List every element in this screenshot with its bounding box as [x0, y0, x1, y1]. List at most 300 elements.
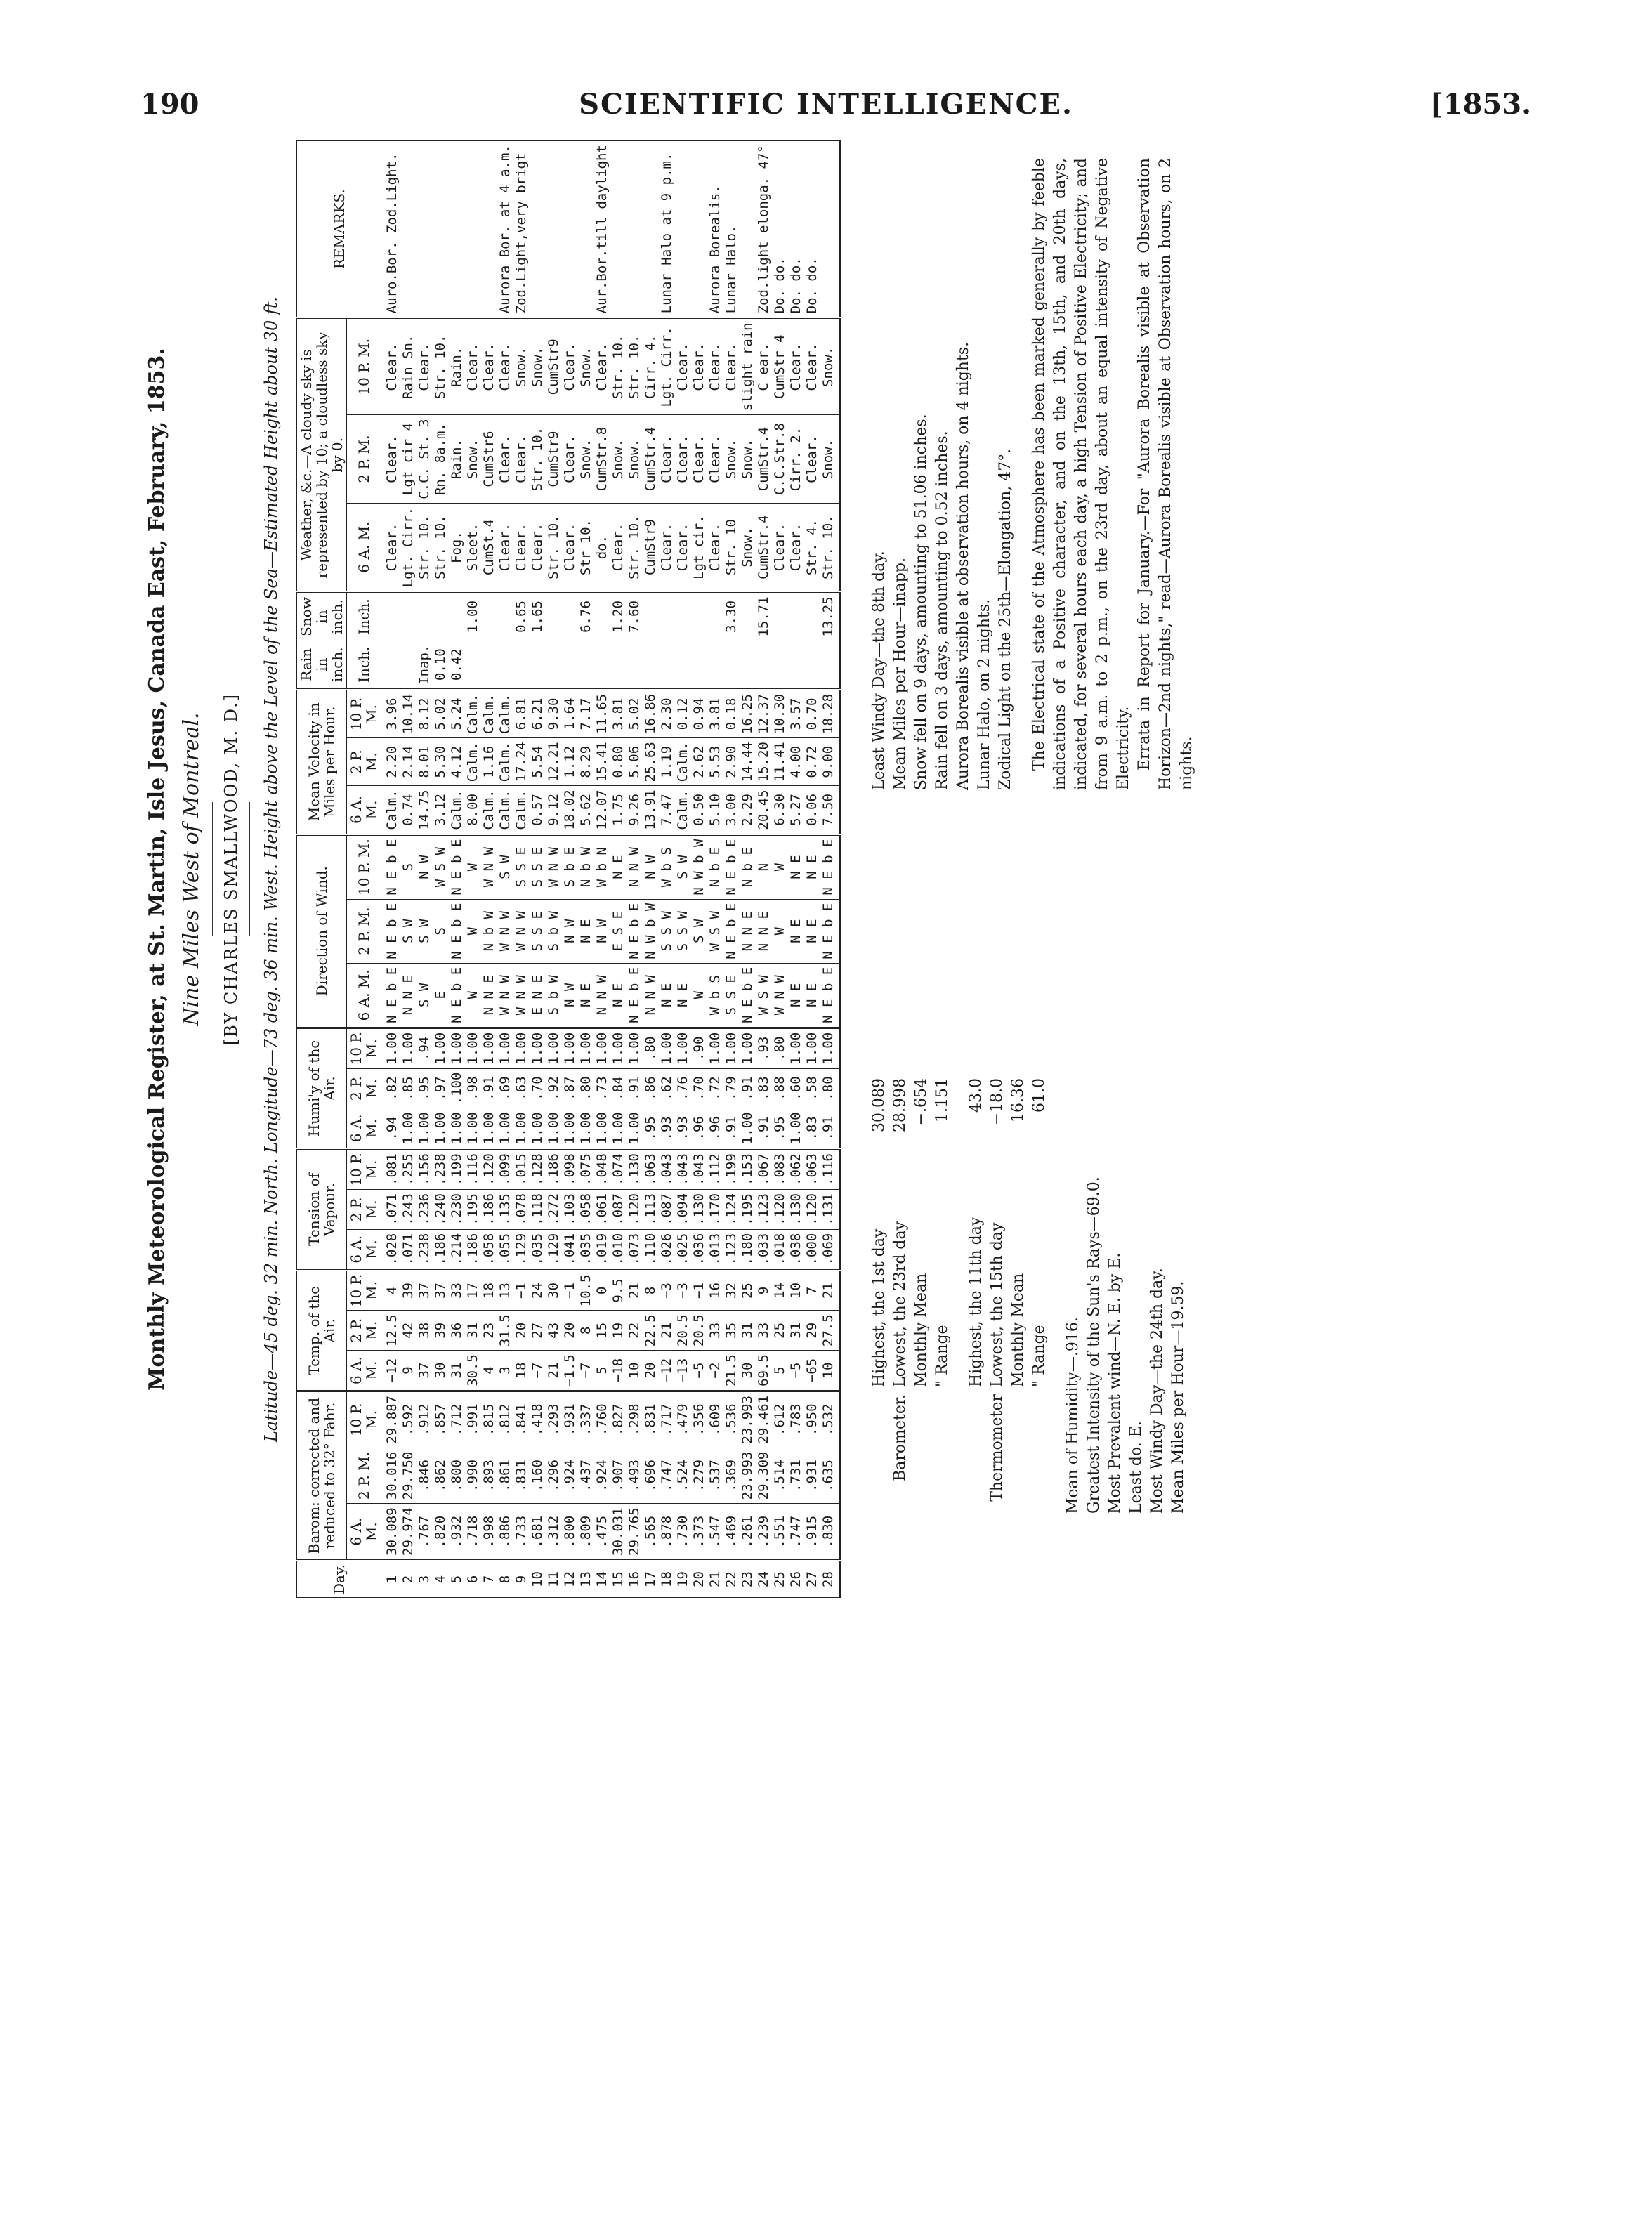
cell-snow: 15.71: [756, 592, 772, 641]
cell-weather-6am: Sleet.: [465, 503, 481, 592]
cell-temp-10pm: 13: [497, 1270, 513, 1311]
cell-velocity-6am: 3.00: [723, 786, 740, 834]
cell-weather-10pm: Cirr. 4.: [643, 318, 659, 415]
cell-snow: [675, 592, 691, 641]
cell-snow: [417, 592, 433, 641]
cell-wind-10pm: N W b W: [691, 834, 707, 899]
cell-barom-6am: 29.765: [627, 1504, 643, 1561]
subheader-weather-pm10: 10 P. M.: [347, 318, 381, 415]
page-year: [1853.: [1429, 88, 1531, 121]
cell-vapour-6am: .013: [707, 1229, 723, 1270]
cell-vapour-2pm: .094: [675, 1189, 691, 1229]
cell-vapour-2pm: .071: [381, 1189, 401, 1229]
thermometer-summary: [966, 881, 1050, 1514]
cell-day: 22: [723, 1561, 740, 1598]
cell-weather-2pm: Snow.: [610, 415, 627, 504]
cell-temp-6am: 21: [546, 1351, 562, 1391]
cell-barom-2pm: .862: [433, 1448, 449, 1504]
cell-vapour-10pm: .048: [594, 1149, 610, 1190]
barometer-label: Barometer.: [891, 1394, 909, 1481]
subheader-pm10: 10 P. M.: [347, 1028, 381, 1068]
cell-day: 15: [610, 1561, 627, 1598]
cell-weather-6am: CumStr.4: [756, 503, 772, 592]
cell-temp-10pm: 39: [400, 1270, 417, 1311]
cell-velocity-6am: 3.12: [433, 786, 449, 834]
barometer-stat-value: 28.998: [891, 1078, 909, 1132]
cell-humidity-10pm: 1.00: [659, 1028, 675, 1068]
cell-velocity-6am: 20.45: [756, 786, 772, 834]
cell-day: 8: [497, 1561, 513, 1598]
cell-temp-10pm: 18: [481, 1270, 497, 1311]
cell-vapour-2pm: .103: [562, 1189, 578, 1229]
subheader-rain-inch: Inch.: [347, 641, 381, 689]
cell-temp-6am: −2: [707, 1351, 723, 1391]
cell-humidity-10pm: 1.00: [804, 1028, 820, 1068]
cell-barom-2pm: .635: [820, 1448, 840, 1504]
cell-barom-6am: 29.974: [400, 1504, 417, 1561]
cell-humidity-10pm: 1.00: [562, 1028, 578, 1068]
cell-temp-2pm: 22: [627, 1311, 643, 1351]
cell-humidity-2pm: .85: [400, 1068, 417, 1108]
cell-humidity-10pm: .90: [691, 1028, 707, 1068]
cell-vapour-10pm: .062: [788, 1149, 804, 1190]
cell-rain: [707, 641, 723, 689]
cell-wind-6am: N E b E: [820, 963, 840, 1028]
cell-vapour-6am: .018: [772, 1229, 788, 1270]
cell-vapour-10pm: .120: [481, 1149, 497, 1190]
cell-humidity-2pm: .69: [497, 1068, 513, 1108]
cell-humidity-6am: 1.00: [417, 1108, 433, 1149]
cell-humidity-6am: 1.00: [578, 1108, 594, 1149]
subheader-snow-inch: Inch.: [347, 592, 381, 641]
cell-vapour-6am: .019: [594, 1229, 610, 1270]
cell-day: 16: [627, 1561, 643, 1598]
barometer-row: [869, 881, 890, 1514]
cell-temp-2pm: 33: [707, 1311, 723, 1351]
cell-temp-6am: 37: [417, 1351, 433, 1391]
cell-weather-10pm: Snow.: [820, 318, 840, 415]
cell-barom-6am: .830: [820, 1504, 840, 1561]
table-row: [772, 141, 788, 1598]
cell-velocity-2pm: 5.54: [530, 738, 546, 786]
cell-rain: [788, 641, 804, 689]
cell-velocity-6am: 12.07: [594, 786, 610, 834]
cell-vapour-2pm: .243: [400, 1189, 417, 1229]
cell-weather-6am: Str. 10.: [433, 503, 449, 592]
cell-temp-6am: 10: [820, 1351, 840, 1391]
cell-temp-10pm: 32: [723, 1270, 740, 1311]
cell-vapour-10pm: .130: [627, 1149, 643, 1190]
cell-barom-6am: .312: [546, 1504, 562, 1561]
table-row: [627, 141, 643, 1598]
cell-velocity-2pm: 15.41: [594, 738, 610, 786]
cell-temp-2pm: 19: [610, 1311, 627, 1351]
cell-vapour-2pm: .120: [804, 1189, 820, 1229]
cell-vapour-2pm: .195: [740, 1189, 756, 1229]
cell-weather-2pm: Clear.: [562, 415, 578, 504]
cell-weather-6am: Clear.: [772, 503, 788, 592]
cell-barom-10pm: .612: [772, 1391, 788, 1448]
cell-humidity-6am: 1.00: [610, 1108, 627, 1149]
cell-barom-10pm: .815: [481, 1391, 497, 1448]
barometer-stat-name: Monthly Mean: [912, 1273, 930, 1387]
cell-wind-2pm: N E b E: [381, 899, 401, 963]
cell-weather-6am: Clear.: [675, 503, 691, 592]
cell-velocity-10pm: 3.57: [788, 689, 804, 737]
cell-vapour-6am: .129: [513, 1229, 530, 1270]
cell-weather-10pm: Clear.: [481, 318, 497, 415]
cell-humidity-2pm: .84: [610, 1068, 627, 1108]
cell-snow: 3.30: [723, 592, 740, 641]
cell-day: 21: [707, 1561, 723, 1598]
cell-barom-6am: .239: [756, 1504, 772, 1561]
cell-velocity-6am: 5.10: [707, 786, 723, 834]
barometer-row: [890, 881, 911, 1514]
thermometer-stat-value: −18.0: [988, 1078, 1006, 1126]
cell-vapour-10pm: .043: [691, 1149, 707, 1190]
cell-weather-6am: Clear.: [381, 503, 401, 592]
cell-barom-2pm: .931: [804, 1448, 820, 1504]
cell-barom-10pm: .991: [465, 1391, 481, 1448]
cell-velocity-6am: 0.74: [400, 786, 417, 834]
cell-humidity-2pm: .86: [643, 1068, 659, 1108]
cell-wind-2pm: N N E: [756, 899, 772, 963]
subheader-pm2: 2 P. M.: [347, 1068, 381, 1108]
cell-temp-10pm: 17: [465, 1270, 481, 1311]
cell-barom-6am: .747: [788, 1504, 804, 1561]
cell-temp-6am: 69.5: [756, 1351, 772, 1391]
cell-humidity-10pm: 1.00: [788, 1028, 804, 1068]
table-row: [381, 141, 401, 1598]
cell-temp-10pm: 10.5: [578, 1270, 594, 1311]
cell-humidity-2pm: .80: [820, 1068, 840, 1108]
cell-vapour-6am: .035: [578, 1229, 594, 1270]
cell-weather-2pm: Clear.: [659, 415, 675, 504]
cell-snow: 0.65: [513, 592, 530, 641]
cell-weather-10pm: Clear.: [707, 318, 723, 415]
cell-temp-6am: 4: [481, 1351, 497, 1391]
cell-snow: [433, 592, 449, 641]
cell-barom-2pm: 30.016: [381, 1448, 401, 1504]
thermometer-label: [966, 1387, 987, 1514]
cell-day: 7: [481, 1561, 497, 1598]
cell-wind-6am: N E b E: [627, 963, 643, 1028]
cell-weather-2pm: Str. 10.: [530, 415, 546, 504]
cell-barom-10pm: .356: [691, 1391, 707, 1448]
cell-humidity-2pm: .87: [562, 1068, 578, 1108]
cell-wind-2pm: S S E: [530, 899, 546, 963]
table-body: [381, 141, 841, 1598]
cell-humidity-10pm: 1.00: [400, 1028, 417, 1068]
table-row: [594, 141, 610, 1598]
cell-temp-2pm: 20: [513, 1311, 530, 1351]
cell-day: 19: [675, 1561, 691, 1598]
cell-vapour-10pm: .015: [513, 1149, 530, 1190]
cell-temp-10pm: 4: [381, 1270, 401, 1311]
cell-velocity-6am: 7.50: [820, 786, 840, 834]
cell-day: 27: [804, 1561, 820, 1598]
cell-weather-2pm: CumStr.8: [594, 415, 610, 504]
cell-velocity-2pm: 2.62: [691, 738, 707, 786]
cell-temp-10pm: −1: [691, 1270, 707, 1311]
cell-wind-2pm: W S W: [707, 899, 723, 963]
barometer-stat-name: Highest, the 1st day: [870, 1228, 888, 1387]
summary-note: Aurora Borealis visible at observation hours, on 4 nights.: [955, 341, 972, 790]
cell-velocity-10pm: 5.24: [449, 689, 465, 737]
thermometer-stat-value: 43.0: [967, 1078, 985, 1113]
cell-vapour-10pm: .083: [772, 1149, 788, 1190]
cell-barom-6am: .878: [659, 1504, 675, 1561]
cell-velocity-2pm: 17.24: [513, 738, 530, 786]
cell-temp-6am: 21.5: [723, 1351, 740, 1391]
cell-humidity-2pm: .98: [465, 1068, 481, 1108]
cell-barom-6am: .565: [643, 1504, 659, 1561]
cell-velocity-2pm: 14.44: [740, 738, 756, 786]
register-location: Latitude—45 deg. 32 min. North. Longitude—73 deg. 36 min. West. Height above the Level of the Sea—Estimated Height about 30 ft.: [261, 296, 281, 1443]
cell-weather-6am: Clear.: [659, 503, 675, 592]
cell-velocity-2pm: 4.00: [788, 738, 804, 786]
cell-remarks: Do. do.: [804, 141, 820, 318]
cell-day: 24: [756, 1561, 772, 1598]
cell-rain: [465, 641, 481, 689]
cell-weather-10pm: Clear.: [381, 318, 401, 415]
cell-humidity-2pm: .95: [417, 1068, 433, 1108]
cell-velocity-10pm: 6.21: [530, 689, 546, 737]
summary-note: Greatest Intensity of the Sun's Rays—69.0.: [1085, 1176, 1103, 1514]
cell-temp-10pm: 0: [594, 1270, 610, 1311]
cell-humidity-10pm: 1.00: [578, 1028, 594, 1068]
cell-wind-2pm: S W: [400, 899, 417, 963]
cell-wind-10pm: N b E: [707, 834, 723, 899]
summary-note: Most Prevalent wind—N. E. by E.: [1106, 1252, 1124, 1514]
col-weather: Weather, &c.—A cloudy sky is represented by 10; a cloudless sky by 0.: [297, 318, 347, 592]
cell-day: 23: [740, 1561, 756, 1598]
table-subheader-row: [347, 141, 381, 1598]
cell-humidity-6am: 1.00: [594, 1108, 610, 1149]
cell-humidity-6am: .93: [659, 1108, 675, 1149]
cell-barom-2pm: .369: [723, 1448, 740, 1504]
cell-humidity-2pm: .91: [627, 1068, 643, 1108]
cell-barom-10pm: .841: [513, 1391, 530, 1448]
cell-vapour-10pm: .074: [610, 1149, 627, 1190]
cell-barom-6am: .767: [417, 1504, 433, 1561]
table-row: [400, 141, 417, 1598]
cell-temp-6am: 9: [400, 1351, 417, 1391]
cell-snow: [740, 592, 756, 641]
cell-barom-6am: .475: [594, 1504, 610, 1561]
cell-velocity-6am: 0.06: [804, 786, 820, 834]
cell-remarks: [643, 141, 659, 318]
cell-barom-6am: 30.031: [610, 1504, 627, 1561]
cell-wind-6am: S S E: [723, 963, 740, 1028]
cell-weather-2pm: Clear.: [381, 415, 401, 504]
cell-velocity-2pm: 2.20: [381, 738, 401, 786]
cell-vapour-10pm: .199: [449, 1149, 465, 1190]
cell-weather-6am: Clear.: [497, 503, 513, 592]
cell-snow: 1.20: [610, 592, 627, 641]
cell-humidity-2pm: .91: [481, 1068, 497, 1108]
cell-snow: [400, 592, 417, 641]
cell-wind-10pm: S b E: [562, 834, 578, 899]
cell-day: 1: [381, 1561, 401, 1598]
cell-vapour-6am: .214: [449, 1229, 465, 1270]
barometer-stat-name: " Range: [933, 1325, 951, 1387]
cell-temp-6am: −12: [659, 1351, 675, 1391]
cell-vapour-10pm: .081: [381, 1149, 401, 1190]
cell-temp-10pm: 14: [772, 1270, 788, 1311]
cell-velocity-10pm: 3.96: [381, 689, 401, 737]
cell-humidity-10pm: .93: [756, 1028, 772, 1068]
cell-barom-2pm: .160: [530, 1448, 546, 1504]
cell-barom-10pm: .717: [659, 1391, 675, 1448]
cell-weather-10pm: CumStr9: [546, 318, 562, 415]
cell-snow: [594, 592, 610, 641]
cell-temp-10pm: −3: [675, 1270, 691, 1311]
cell-vapour-6am: .010: [610, 1229, 627, 1270]
cell-wind-10pm: N E b E: [820, 834, 840, 899]
cell-wind-10pm: N b W: [578, 834, 594, 899]
cell-barom-2pm: .747: [659, 1448, 675, 1504]
cell-barom-6am: .681: [530, 1504, 546, 1561]
cell-humidity-6am: 1.00: [740, 1108, 756, 1149]
cell-humidity-6am: 1.00: [465, 1108, 481, 1149]
cell-wind-6am: N N E: [481, 963, 497, 1028]
cell-barom-10pm: .418: [530, 1391, 546, 1448]
cell-weather-2pm: C.C.Str.8: [772, 415, 788, 504]
cell-vapour-2pm: .120: [772, 1189, 788, 1229]
thermometer-row: [1029, 881, 1050, 1514]
cell-velocity-2pm: 2.90: [723, 738, 740, 786]
cell-wind-6am: W: [465, 963, 481, 1028]
cell-vapour-6am: .038: [788, 1229, 804, 1270]
cell-weather-2pm: Rn. 8a.m.: [433, 415, 449, 504]
cell-remarks: [610, 141, 627, 318]
cell-weather-10pm: CumStr 4: [772, 318, 788, 415]
cell-weather-10pm: Rain Sn.: [400, 318, 417, 415]
table-group-header-row: [297, 141, 347, 1598]
table-row: [756, 141, 772, 1598]
thermometer-stat-name: " Range: [1030, 1325, 1048, 1387]
cell-velocity-10pm: 1.64: [562, 689, 578, 737]
cell-humidity-10pm: 1.00: [594, 1028, 610, 1068]
cell-vapour-2pm: .186: [481, 1189, 497, 1229]
barometer-label: [911, 1387, 932, 1514]
cell-barom-2pm: .437: [578, 1448, 594, 1504]
cell-weather-10pm: Clear.: [417, 318, 433, 415]
cell-velocity-2pm: 1.16: [481, 738, 497, 786]
cell-vapour-2pm: .058: [578, 1189, 594, 1229]
cell-temp-10pm: 25: [740, 1270, 756, 1311]
cell-velocity-10pm: 0.70: [804, 689, 820, 737]
cell-wind-2pm: W: [465, 899, 481, 963]
cell-wind-6am: N N W: [594, 963, 610, 1028]
col-remarks: REMARKS.: [297, 141, 381, 318]
cell-vapour-6am: .035: [530, 1229, 546, 1270]
cell-wind-10pm: W b S: [659, 834, 675, 899]
cell-weather-6am: CumSt.4: [481, 503, 497, 592]
cell-wind-6am: N E: [788, 963, 804, 1028]
cell-remarks: [627, 141, 643, 318]
cell-weather-2pm: Clear.: [707, 415, 723, 504]
cell-vapour-10pm: .075: [578, 1149, 594, 1190]
cell-velocity-10pm: 9.30: [546, 689, 562, 737]
col-humidity: Humi'y of the Air.: [297, 1028, 347, 1148]
cell-barom-10pm: .532: [820, 1391, 840, 1448]
cell-weather-10pm: Clear.: [788, 318, 804, 415]
cell-velocity-6am: 0.50: [691, 786, 707, 834]
cell-rain: [481, 641, 497, 689]
cell-temp-2pm: 31.5: [497, 1311, 513, 1351]
cell-humidity-6am: .91: [756, 1108, 772, 1149]
cell-temp-10pm: 7: [804, 1270, 820, 1311]
cell-humidity-2pm: .58: [804, 1068, 820, 1108]
cell-humidity-6am: .83: [804, 1108, 820, 1149]
cell-humidity-6am: 1.00: [433, 1108, 449, 1149]
table-row: [820, 141, 840, 1598]
cell-vapour-2pm: .087: [610, 1189, 627, 1229]
cell-humidity-6am: 1.00: [788, 1108, 804, 1149]
cell-remarks: Auro.Bor. Zod.Light.: [381, 141, 401, 318]
cell-velocity-6am: 1.75: [610, 786, 627, 834]
cell-barom-10pm: .783: [788, 1391, 804, 1448]
cell-wind-10pm: S W: [497, 834, 513, 899]
cell-velocity-6am: Calm.: [481, 786, 497, 834]
cell-temp-10pm: 21: [820, 1270, 840, 1311]
cell-barom-2pm: .279: [691, 1448, 707, 1504]
cell-vapour-6am: .036: [691, 1229, 707, 1270]
cell-snow: [772, 592, 788, 641]
table-row: [449, 141, 465, 1598]
cell-rain: [772, 641, 788, 689]
cell-barom-10pm: .912: [417, 1391, 433, 1448]
cell-wind-6am: E N E: [530, 963, 546, 1028]
cell-temp-10pm: 9.5: [610, 1270, 627, 1311]
cell-barom-2pm: .696: [643, 1448, 659, 1504]
barometer-row: [911, 881, 932, 1514]
cell-humidity-10pm: 1.00: [513, 1028, 530, 1068]
cell-barom-2pm: .924: [594, 1448, 610, 1504]
cell-snow: [707, 592, 723, 641]
cell-rain: [675, 641, 691, 689]
cell-vapour-10pm: .098: [562, 1149, 578, 1190]
cell-barom-6am: 30.089: [381, 1504, 401, 1561]
subheader-am6: 6 A. M.: [347, 1229, 381, 1270]
cell-rain: [546, 641, 562, 689]
cell-wind-6am: N E: [578, 963, 594, 1028]
cell-weather-2pm: Clear.: [691, 415, 707, 504]
thermometer-row: [1008, 881, 1029, 1514]
cell-weather-2pm: Clear.: [497, 415, 513, 504]
cell-velocity-10pm: 10.14: [400, 689, 417, 737]
cell-velocity-2pm: 5.53: [707, 738, 723, 786]
cell-velocity-10pm: 7.17: [578, 689, 594, 737]
cell-wind-10pm: W b N: [594, 834, 610, 899]
cell-wind-10pm: N E: [610, 834, 627, 899]
rotated-register: [140, 140, 1328, 1598]
cell-vapour-10pm: .156: [417, 1149, 433, 1190]
cell-vapour-10pm: .063: [643, 1149, 659, 1190]
cell-temp-10pm: 24: [530, 1270, 546, 1311]
table-row: [497, 141, 513, 1598]
thermometer-label: [1029, 1387, 1050, 1514]
cell-barom-2pm: .296: [546, 1448, 562, 1504]
cell-barom-10pm: .293: [546, 1391, 562, 1448]
barometer-label: [869, 1387, 890, 1514]
cell-temp-2pm: 31: [740, 1311, 756, 1351]
cell-temp-6am: 3: [497, 1351, 513, 1391]
cell-humidity-10pm: .80: [772, 1028, 788, 1068]
cell-barom-10pm: .592: [400, 1391, 417, 1448]
